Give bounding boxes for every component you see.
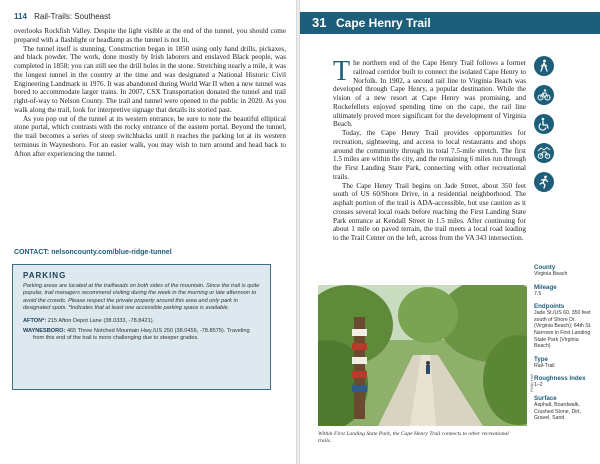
- photo-credit: Philip Hall: [529, 374, 534, 392]
- trail-number: 31: [312, 15, 327, 30]
- parking-intro: Parking areas are located at the trailheads on both sides of the mountain. Since the trail is quite popular, trail managers recommend visiting during the week in the morning or late afternoon to avoid the crowds. Please respect the private property around this area and only park in designated spots. *Indicates that at least one accessible parking space is available.: [23, 283, 260, 312]
- fact-value-mileage: 7.5: [534, 290, 542, 297]
- contact-url[interactable]: nelsoncounty.com/blue-ridge-tunnel: [51, 249, 172, 256]
- fact-label-type: Type: [534, 355, 548, 363]
- fact-value-surface: Asphalt, Boardwalk, Crushed Stone, Dirt, Gravel, Sand: [534, 401, 581, 422]
- page-number: 114: [14, 12, 27, 21]
- wheelchair-icon: [534, 114, 554, 134]
- paragraph-text: he northern end of the Cape Henry Trail follows a former railroad corridor built to connect the isolated Cape Henry to Norfolk. In 1902, a second rail line to Virginia Beach was developed through Cape Henry, a popular destination. While the vision of a new resort at Cape Henry was promising, and Rockefellers enjoyed spending time on the cape, the rail line ultimately proved more significant for the development of Virginia Beach.: [333, 59, 526, 129]
- walking-icon: [534, 56, 554, 76]
- parking-entry-afton: [23, 318, 262, 325]
- trail-photo: [318, 285, 527, 426]
- right-page: [300, 0, 600, 464]
- fact-label-county: County: [534, 264, 556, 271]
- paragraph: Today, the Cape Henry Trail provides opportunities for recreation, sightseeing, and access to local restaurants and shops around the community through its total 7.5-mile stretch. The first 1.5 miles are within the city, and the remaining 6 miles run through the First Landing State Park, connecting with other recreational trails.: [333, 129, 526, 181]
- fact-label-mileage: Mileage: [534, 283, 557, 291]
- trail-name: Cape Henry Trail: [336, 16, 431, 30]
- mountain-bike-icon: [534, 143, 554, 163]
- parking-entry-label: AFTON*:: [23, 317, 47, 324]
- trail-facts-sidebar: [534, 258, 594, 422]
- trail-title-bar: [300, 12, 600, 34]
- parking-entry-text: 215 Afton Depot Lane (38.0333, -78.8421).: [47, 317, 155, 324]
- fact-label-surface: Surface: [534, 394, 557, 402]
- paragraph: As you pop out of the tunnel at its western entrance, be sure to note the beautiful elliptical stone portal, which contrasts with the rocky entrance of the eastern portal. Beyond the tunnel, the trail becomes a series of steep switchbacks until it reaches the parking lot at its western terminus in Waynesboro. For an easier walk, you may wish to turn around and head back to Afton after experiencing the tunnel.: [14, 114, 286, 158]
- parking-entry-label: WAYNESBORO:: [23, 328, 66, 335]
- book-title: Rail-Trails: Southeast: [34, 12, 111, 21]
- trail-running-icon: [534, 172, 554, 192]
- parking-entry-text: 465 Three Notched Mountain Hwy./US 250 (38.0456, -78.8575). Traveling from this end of the trail is more challenging due to steeper grades.: [33, 328, 250, 342]
- parking-title: PARKING: [23, 271, 67, 280]
- paragraph: The Cape Henry Trail begins on Jade Street, about 350 feet south of US 60/Shore Drive, in a residential neighborhood. The asphalt portion of the trail is ADA-accessible, but use caution as it crosses several local roads before reaching the First Landing State Park entrance at Kendall Street in 1.5 miles. After continuing for about 1 mile on paved terrain, the trail meets a local road leading to the Trail Center on the left, across from the VA 343 intersection.: [333, 181, 526, 242]
- parking-box: [12, 264, 271, 390]
- fact-value-county: Virginia Beach: [534, 271, 568, 277]
- bicycle-icon: [534, 85, 554, 105]
- left-page: [0, 0, 296, 464]
- fact-value-type: Rail-Trail: [534, 362, 555, 369]
- drop-cap: T: [333, 56, 351, 87]
- paragraph: overlooks Rockfish Valley. Despite the light visible at the end of the tunnel, you should come prepared with a flashlight or headlamp as the tunnel is not lit.: [14, 27, 286, 44]
- photo-caption: Within First Landing State Park, the Cape Henry Trail connects to other recreational trails.: [318, 431, 509, 445]
- fact-label-roughness: Roughness Index: [534, 375, 586, 383]
- fact-value-endpoints: Jade St./US 60, 350 feet south of Shore Dr. (Virginia Beach); 64th St. Narrows in First Landing State Park (Virginia Beach): [534, 310, 592, 350]
- contact-line: [14, 249, 172, 256]
- activity-icons: [534, 56, 556, 201]
- parking-entry-waynesboro: [23, 328, 262, 343]
- fact-value-roughness: 1–2: [534, 382, 543, 389]
- running-head: [14, 12, 110, 21]
- contact-label: CONTACT:: [14, 249, 50, 256]
- paragraph: [333, 56, 526, 129]
- paragraph: The tunnel itself is stunning. Construction began in 1850 using only hand drills, pickaxes, and black powder. The work, done mostly by Irish laborers and enslaved Black people, was completed in 1858; you can still see the drill holes in the stone. Stretching nearly a mile, it was the longest tunnel in the country at the time and was designated a National Historic Civil Engineering Landmark in 1976. It was abandoned during World War II when a new tunnel was bored to accommodate larger trains. In 2007, CSX Transportation donated the tunnel and trail right-of-way to Nelson County. The trail and tunnel were opened to the public in 2020. As you walk along the trail, look for interpretive signage that details its storied past.: [14, 44, 286, 114]
- left-body-text: [14, 27, 286, 158]
- fact-label-endpoints: Endpoints: [534, 303, 565, 311]
- right-body-text: [333, 56, 526, 243]
